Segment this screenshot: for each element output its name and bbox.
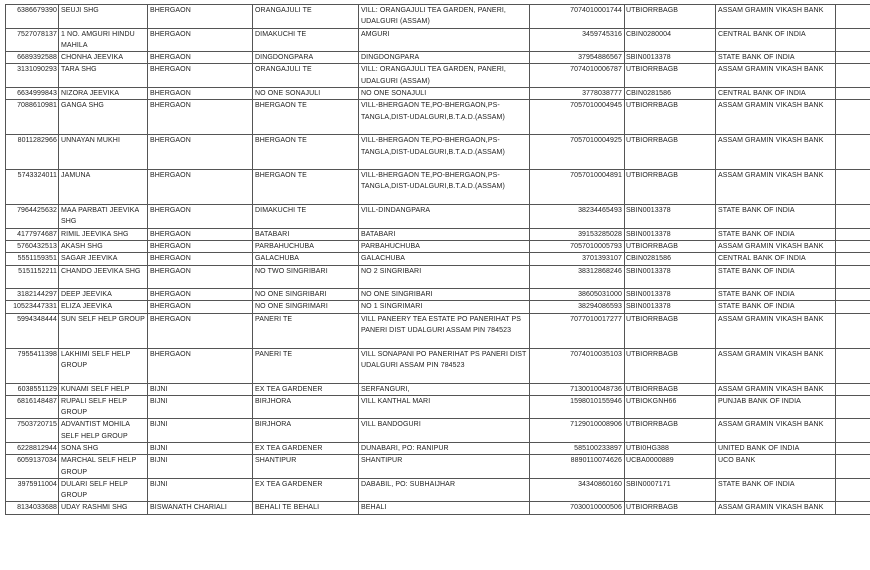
block-cell: BHERGAON — [148, 100, 253, 135]
block-cell: BIJNI — [148, 395, 253, 419]
account-number-cell: 7129010008906 — [530, 419, 625, 443]
ifsc-code-cell: SBIN0013378 — [625, 205, 716, 229]
shg-name-cell: RUPALI SELF HELP GROUP — [59, 395, 148, 419]
bank-name-cell: STATE BANK OF INDIA — [716, 301, 836, 313]
block-cell: BHERGAON — [148, 289, 253, 301]
ifsc-code-cell: SBIN0007171 — [625, 478, 716, 502]
block-cell: BHERGAON — [148, 253, 253, 265]
village-cell: DIMAKUCHI TE — [253, 205, 359, 229]
block-cell: BHERGAON — [148, 5, 253, 29]
bank-name-cell: PUNJAB BANK OF INDIA — [716, 395, 836, 419]
block-cell: BHERGAON — [148, 348, 253, 383]
ifsc-code-cell: UTBIORRBAGB — [625, 100, 716, 135]
village-cell: NO ONE SINGRIBARI — [253, 289, 359, 301]
ifsc-code-cell: UTBIORRBAGB — [625, 348, 716, 383]
bank-name-cell: ASSAM GRAMIN VIKASH BANK — [716, 64, 836, 88]
address-cell: BEHALI — [359, 502, 530, 514]
address-cell: NO 1 SINGRIMARI — [359, 301, 530, 313]
village-cell: GALACHUBA — [253, 253, 359, 265]
table-row — [6, 419, 870, 443]
shg-id-cell: 6059137034 — [6, 455, 59, 479]
bank-name-cell: ASSAM GRAMIN VIKASH BANK — [716, 313, 836, 348]
address-cell: VILL: ORANGAJULI TEA GARDEN, PANERI, UDALGURI (ASSAM) — [359, 5, 530, 29]
shg-name-cell: UDAY RASHMI SHG — [59, 502, 148, 514]
extra-cell — [836, 348, 870, 383]
ifsc-code-cell: UTBIORRBAGB — [625, 502, 716, 514]
shg-name-cell: SUN SELF HELP GROUP — [59, 313, 148, 348]
village-cell: NO ONE SINGRIMARI — [253, 301, 359, 313]
table-row — [6, 442, 870, 454]
shg-id-cell: 4177974687 — [6, 228, 59, 240]
extra-cell — [836, 170, 870, 205]
block-cell: BHERGAON — [148, 205, 253, 229]
ifsc-code-cell: CBIN0281586 — [625, 253, 716, 265]
shg-id-cell: 3975911004 — [6, 478, 59, 502]
village-cell: PARBAHUCHUBA — [253, 240, 359, 252]
shg-name-cell: JAMUNA — [59, 170, 148, 205]
extra-cell — [836, 301, 870, 313]
ifsc-code-cell: SBIN0013378 — [625, 228, 716, 240]
block-cell: BHERGAON — [148, 313, 253, 348]
ifsc-code-cell: CBIN0281586 — [625, 88, 716, 100]
ifsc-code-cell: UTBI0HG388 — [625, 442, 716, 454]
extra-cell — [836, 442, 870, 454]
table-row — [6, 205, 870, 229]
shg-name-cell: DEEP JEEVIKA — [59, 289, 148, 301]
block-cell: BHERGAON — [148, 240, 253, 252]
account-number-cell: 8890110074626 — [530, 455, 625, 479]
shg-name-cell: ADVANTIST MOHILA SELF HELP GROUP — [59, 419, 148, 443]
extra-cell — [836, 265, 870, 289]
block-cell: BIJNI — [148, 383, 253, 395]
shg-name-cell: 1 NO. AMGURI HINDU MAHILA — [59, 28, 148, 52]
shg-id-cell: 3182144297 — [6, 289, 59, 301]
table-row — [6, 265, 870, 289]
shg-id-cell: 7527078137 — [6, 28, 59, 52]
block-cell: BHERGAON — [148, 135, 253, 170]
table-row — [6, 135, 870, 170]
shg-id-cell: 8134033688 — [6, 502, 59, 514]
extra-cell — [836, 135, 870, 170]
extra-cell — [836, 228, 870, 240]
shg-name-cell: ELIZA JEEVIKA — [59, 301, 148, 313]
address-cell: GALACHUBA — [359, 253, 530, 265]
account-number-cell: 38605031000 — [530, 289, 625, 301]
village-cell: EX TEA GARDENER — [253, 442, 359, 454]
extra-cell — [836, 455, 870, 479]
account-number-cell: 39153285028 — [530, 228, 625, 240]
address-cell: VILL KANTHAL MARI — [359, 395, 530, 419]
shg-id-cell: 5743324011 — [6, 170, 59, 205]
shg-id-cell: 6634999843 — [6, 88, 59, 100]
account-number-cell: 3459745316 — [530, 28, 625, 52]
shg-id-cell: 6038551129 — [6, 383, 59, 395]
shg-name-cell: AKASH SHG — [59, 240, 148, 252]
shg-name-cell: GANGA SHG — [59, 100, 148, 135]
bank-name-cell: STATE BANK OF INDIA — [716, 478, 836, 502]
extra-cell — [836, 240, 870, 252]
address-cell: NO 2 SINGRIBARI — [359, 265, 530, 289]
account-number-cell: 7074010006787 — [530, 64, 625, 88]
extra-cell — [836, 289, 870, 301]
block-cell: BHERGAON — [148, 301, 253, 313]
block-cell: BIJNI — [148, 419, 253, 443]
address-cell: VILL-BHERGAON TE,PO-BHERGAON,PS-TANGLA,DIST-UDALGURI,B.T.A.D.(ASSAM) — [359, 135, 530, 170]
shg-id-cell: 3131090293 — [6, 64, 59, 88]
account-number-cell: 34340860160 — [530, 478, 625, 502]
address-cell: SERFANGURI, — [359, 383, 530, 395]
shg-name-cell: SONA SHG — [59, 442, 148, 454]
extra-cell — [836, 205, 870, 229]
ifsc-code-cell: UTBIORRBAGB — [625, 419, 716, 443]
shg-id-cell: 5551159351 — [6, 253, 59, 265]
village-cell: DINGDONGPARA — [253, 52, 359, 64]
bank-name-cell: ASSAM GRAMIN VIKASH BANK — [716, 419, 836, 443]
account-number-cell: 7057010004891 — [530, 170, 625, 205]
table-row — [6, 301, 870, 313]
block-cell: BIJNI — [148, 442, 253, 454]
ifsc-code-cell: SBIN0013378 — [625, 301, 716, 313]
account-number-cell: 7057010004925 — [530, 135, 625, 170]
village-cell: NO ONE SONAJULI — [253, 88, 359, 100]
ifsc-code-cell: SBIN0013378 — [625, 265, 716, 289]
address-cell: PARBAHUCHUBA — [359, 240, 530, 252]
extra-cell — [836, 313, 870, 348]
table-row — [6, 502, 870, 514]
shg-id-cell: 5994348444 — [6, 313, 59, 348]
shg-bank-table — [5, 4, 870, 515]
extra-cell — [836, 100, 870, 135]
extra-cell — [836, 502, 870, 514]
bank-name-cell: UNITED BANK OF INDIA — [716, 442, 836, 454]
block-cell: BHERGAON — [148, 52, 253, 64]
address-cell: VILL-BHERGAON TE,PO-BHERGAON,PS-TANGLA,DIST-UDALGURI,B.T.A.D.(ASSAM) — [359, 170, 530, 205]
table-row — [6, 289, 870, 301]
table-row — [6, 100, 870, 135]
table-row — [6, 170, 870, 205]
village-cell: EX TEA GARDENER — [253, 478, 359, 502]
village-cell: BATABARI — [253, 228, 359, 240]
village-cell: SHANTIPUR — [253, 455, 359, 479]
extra-cell — [836, 419, 870, 443]
village-cell: PANERI TE — [253, 313, 359, 348]
shg-id-cell: 5760432513 — [6, 240, 59, 252]
shg-id-cell: 7503720715 — [6, 419, 59, 443]
extra-cell — [836, 5, 870, 29]
account-number-cell: 38234465493 — [530, 205, 625, 229]
address-cell: NO ONE SINGRIBARI — [359, 289, 530, 301]
ifsc-code-cell: UTBIORRBAGB — [625, 135, 716, 170]
shg-id-cell: 7955411398 — [6, 348, 59, 383]
address-cell: VILL SONAPANI PO PANERIHAT PS PANERI DIST UDALGURI ASSAM PIN 784523 — [359, 348, 530, 383]
address-cell: DABABIL, PO: SUBHAIJHAR — [359, 478, 530, 502]
address-cell: VILL-BHERGAON TE,PO-BHERGAON,PS-TANGLA,DIST-UDALGURI,B.T.A.D.(ASSAM) — [359, 100, 530, 135]
table-row — [6, 383, 870, 395]
ifsc-code-cell: UCBA0000889 — [625, 455, 716, 479]
ifsc-code-cell: UTBIORRBAGB — [625, 383, 716, 395]
shg-id-cell: 8011282966 — [6, 135, 59, 170]
table-row — [6, 52, 870, 64]
account-number-cell: 7077010017277 — [530, 313, 625, 348]
village-cell: ORANGAJULI TE — [253, 5, 359, 29]
address-cell: BATABARI — [359, 228, 530, 240]
extra-cell — [836, 253, 870, 265]
table-row — [6, 5, 870, 29]
block-cell: BISWANATH CHARIALI — [148, 502, 253, 514]
account-number-cell: 38312868246 — [530, 265, 625, 289]
shg-id-cell: 6689392588 — [6, 52, 59, 64]
ifsc-code-cell: UTBIORRBAGB — [625, 5, 716, 29]
extra-cell — [836, 28, 870, 52]
extra-cell — [836, 395, 870, 419]
bank-name-cell: CENTRAL BANK OF INDIA — [716, 88, 836, 100]
account-number-cell: 7130010048736 — [530, 383, 625, 395]
village-cell: BHERGAON TE — [253, 100, 359, 135]
shg-id-cell: 6228812944 — [6, 442, 59, 454]
shg-name-cell: RIMIL JEEVIKA SHG — [59, 228, 148, 240]
shg-name-cell: NIZORA JEEVIKA — [59, 88, 148, 100]
block-cell: BHERGAON — [148, 88, 253, 100]
account-number-cell: 3701393107 — [530, 253, 625, 265]
ifsc-code-cell: UTBIORRBAGB — [625, 170, 716, 205]
shg-name-cell: KUNAMI SELF HELP — [59, 383, 148, 395]
address-cell: DUNABARI, PO: RANIPUR — [359, 442, 530, 454]
account-number-cell: 585100233897 — [530, 442, 625, 454]
ifsc-code-cell: UTBIORRBAGB — [625, 313, 716, 348]
bank-name-cell: ASSAM GRAMIN VIKASH BANK — [716, 348, 836, 383]
ifsc-code-cell: UTBIOKGNH66 — [625, 395, 716, 419]
table-row — [6, 478, 870, 502]
shg-id-cell: 10523447331 — [6, 301, 59, 313]
village-cell: BHERGAON TE — [253, 170, 359, 205]
village-cell: NO TWO SINGRIBARI — [253, 265, 359, 289]
table-row — [6, 348, 870, 383]
bank-name-cell: STATE BANK OF INDIA — [716, 52, 836, 64]
block-cell: BHERGAON — [148, 265, 253, 289]
ifsc-code-cell: SBIN0013378 — [625, 52, 716, 64]
account-number-cell: 3778038777 — [530, 88, 625, 100]
ifsc-code-cell: SBIN0013378 — [625, 289, 716, 301]
bank-name-cell: STATE BANK OF INDIA — [716, 228, 836, 240]
address-cell: VILL PANEERY TEA ESTATE PO PANERIHAT PS PANERI DIST UDALGURI ASSAM PIN 784523 — [359, 313, 530, 348]
block-cell: BHERGAON — [148, 64, 253, 88]
block-cell: BIJNI — [148, 478, 253, 502]
table-row — [6, 228, 870, 240]
village-cell: PANERI TE — [253, 348, 359, 383]
block-cell: BHERGAON — [148, 170, 253, 205]
account-number-cell: 7030010000506 — [530, 502, 625, 514]
table-row — [6, 240, 870, 252]
table-row — [6, 28, 870, 52]
bank-name-cell: STATE BANK OF INDIA — [716, 265, 836, 289]
address-cell: AMGURI — [359, 28, 530, 52]
shg-name-cell: LAKHIMI SELF HELP GROUP — [59, 348, 148, 383]
shg-name-cell: SEUJI SHG — [59, 5, 148, 29]
bank-name-cell: STATE BANK OF INDIA — [716, 289, 836, 301]
table-row — [6, 395, 870, 419]
village-cell: BIRJHORA — [253, 395, 359, 419]
bank-name-cell: ASSAM GRAMIN VIKASH BANK — [716, 100, 836, 135]
bank-name-cell: STATE BANK OF INDIA — [716, 205, 836, 229]
address-cell: DINGDONGPARA — [359, 52, 530, 64]
bank-name-cell: ASSAM GRAMIN VIKASH BANK — [716, 170, 836, 205]
bank-name-cell: ASSAM GRAMIN VIKASH BANK — [716, 135, 836, 170]
village-cell: ORANGAJULI TE — [253, 64, 359, 88]
extra-cell — [836, 88, 870, 100]
table-row — [6, 253, 870, 265]
shg-name-cell: CHONHA JEEVIKA — [59, 52, 148, 64]
shg-name-cell: MARCHAL SELF HELP GROUP — [59, 455, 148, 479]
account-number-cell: 1598010155946 — [530, 395, 625, 419]
account-number-cell: 37954886567 — [530, 52, 625, 64]
block-cell: BHERGAON — [148, 228, 253, 240]
table-row — [6, 455, 870, 479]
table-row — [6, 88, 870, 100]
account-number-cell: 7074010001744 — [530, 5, 625, 29]
shg-id-cell: 7964425632 — [6, 205, 59, 229]
account-number-cell: 7074010035103 — [530, 348, 625, 383]
address-cell: VILL: ORANGAJULI TEA GARDEN, PANERI, UDALGURI (ASSAM) — [359, 64, 530, 88]
table-row — [6, 64, 870, 88]
ifsc-code-cell: UTBIORRBAGB — [625, 240, 716, 252]
extra-cell — [836, 383, 870, 395]
shg-id-cell: 6386679390 — [6, 5, 59, 29]
bank-name-cell: CENTRAL BANK OF INDIA — [716, 253, 836, 265]
shg-id-cell: 7088610981 — [6, 100, 59, 135]
block-cell: BHERGAON — [148, 28, 253, 52]
shg-name-cell: CHANDO JEEVIKA SHG — [59, 265, 148, 289]
table-body — [6, 5, 870, 515]
village-cell: BEHALI TE BEHALI — [253, 502, 359, 514]
bank-name-cell: CENTRAL BANK OF INDIA — [716, 28, 836, 52]
shg-id-cell: 5151152211 — [6, 265, 59, 289]
shg-name-cell: SAGAR JEEVIKA — [59, 253, 148, 265]
block-cell: BIJNI — [148, 455, 253, 479]
bank-details-sheet — [5, 4, 870, 570]
bank-name-cell: ASSAM GRAMIN VIKASH BANK — [716, 383, 836, 395]
village-cell: DIMAKUCHI TE — [253, 28, 359, 52]
account-number-cell: 7057010004945 — [530, 100, 625, 135]
bank-name-cell: ASSAM GRAMIN VIKASH BANK — [716, 240, 836, 252]
table-row — [6, 313, 870, 348]
ifsc-code-cell: CBIN0280004 — [625, 28, 716, 52]
shg-name-cell: TARA SHG — [59, 64, 148, 88]
village-cell: EX TEA GARDENER — [253, 383, 359, 395]
village-cell: BHERGAON TE — [253, 135, 359, 170]
shg-name-cell: UNNAYAN MUKHI — [59, 135, 148, 170]
address-cell: VILL BANDOGURI — [359, 419, 530, 443]
bank-name-cell: ASSAM GRAMIN VIKASH BANK — [716, 5, 836, 29]
account-number-cell: 7057010005793 — [530, 240, 625, 252]
extra-cell — [836, 52, 870, 64]
address-cell: SHANTIPUR — [359, 455, 530, 479]
extra-cell — [836, 478, 870, 502]
address-cell: VILL-DINDANGPARA — [359, 205, 530, 229]
address-cell: NO ONE SONAJULI — [359, 88, 530, 100]
extra-cell — [836, 64, 870, 88]
ifsc-code-cell: UTBIORRBAGB — [625, 64, 716, 88]
shg-id-cell: 6816148487 — [6, 395, 59, 419]
bank-name-cell: UCO BANK — [716, 455, 836, 479]
account-number-cell: 38294086593 — [530, 301, 625, 313]
shg-name-cell: MAA PARBATI JEEVIKA SHG — [59, 205, 148, 229]
bank-name-cell: ASSAM GRAMIN VIKASH BANK — [716, 502, 836, 514]
shg-name-cell: DULARI SELF HELP GROUP — [59, 478, 148, 502]
village-cell: BIRJHORA — [253, 419, 359, 443]
